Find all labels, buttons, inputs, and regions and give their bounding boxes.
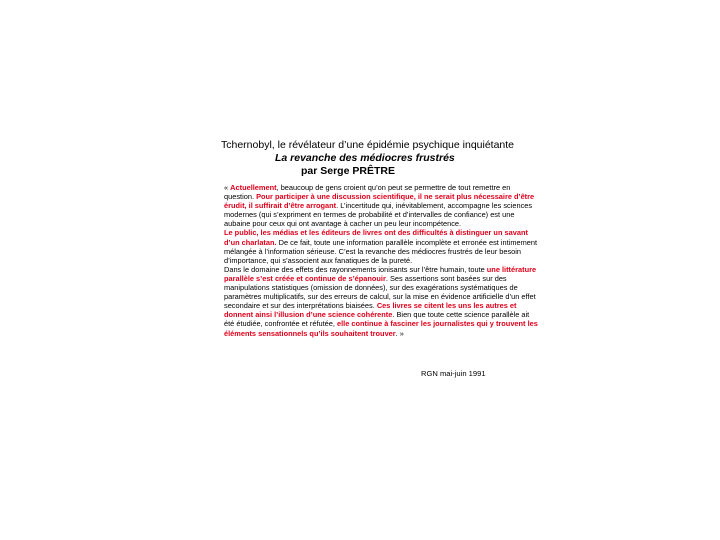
text-segment: De ce fait, toute une information parallèle incomplète et erronée est intimement mélangée à l’information sérieuse. C’est la revanche des médiocres frustrés de leur besoin d’importance, qui s’associent aux fanatiques de la pureté.	[224, 237, 538, 265]
highlighted-text: Ces livres se citent les uns les autres et donnent ainsi l’illusion d’une science cohérente	[224, 301, 517, 320]
text-segment: , beaucoup de gens croient qu’on peut se permettre de tout remettre en question.	[224, 183, 511, 202]
highlighted-text: elle continue à fasciner les journalistes qui y trouvent les éléments sensationnels qu’ils souhaitent trouver	[224, 319, 538, 338]
text-segment: . L’incertitude qui, inévitablement, accompagne les sciences modernes (qui s’expriment en termes de probabilité et d’intervalles de confiance) est une aubaine pour ceux qui ont avantage à cacher un peu leur incompétence.	[224, 201, 533, 229]
text-segment: . »	[395, 328, 404, 338]
source-citation: RGN mai-juin 1991	[421, 369, 486, 378]
paragraph-2	[224, 228, 538, 264]
article-author: par Serge PRÊTRE	[301, 165, 395, 177]
paragraph-1	[224, 183, 538, 228]
article-body	[224, 183, 538, 338]
article-title-line2: La revanche des médiocres frustrés	[275, 152, 455, 164]
article-title-line1: Tchernobyl, le révélateur d’une épidémie psychique inquiétante	[221, 139, 515, 151]
highlighted-text: Le public, les médias et les éditeurs de livres ont des difficultés à distinguer un savant d’un charlatan.	[224, 228, 528, 247]
paragraph-3	[224, 265, 538, 338]
text-segment: . Bien que toute cette science parallèle ait été étudiée, confrontée et réfutée,	[224, 310, 530, 329]
highlighted-text: une littérature parallèle s’est créée et continue de s’épanouir	[224, 264, 537, 283]
text-segment: . Ses assertions sont basées sur des manipulations statistiques (omission de données), sur des exagérations systématiques de paramètres multiplicatifs, sur des erreurs de calcul, sur la mise en évidence artificielle d’un effet secondaire et sur des interprétations biaisées.	[224, 273, 536, 311]
highlighted-text: Actuellement	[230, 183, 277, 192]
text-segment: Dans le domaine des effets des rayonnements ionisants sur l’être humain, toute	[224, 264, 487, 274]
text-segment: «	[224, 183, 231, 192]
highlighted-text: Pour participer à une discussion scientifique, il ne serait plus nécessaire d’être érudit, il suffirait d’être arrogant	[224, 192, 535, 211]
